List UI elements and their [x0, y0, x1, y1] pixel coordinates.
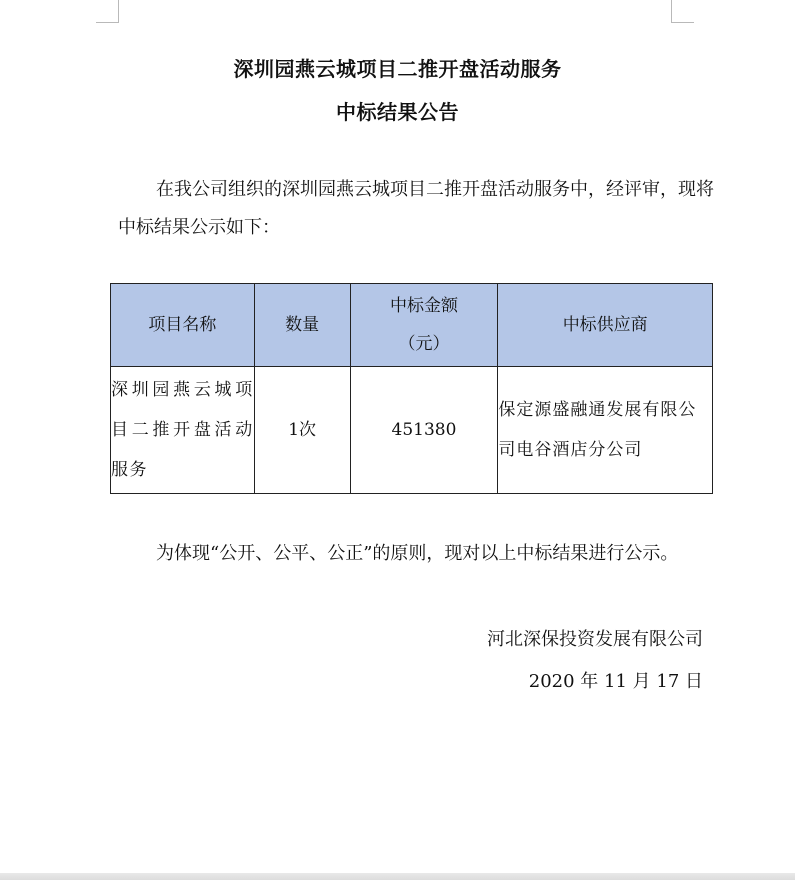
table-header-row — [111, 284, 713, 367]
header-supplier: 中标供应商 — [498, 284, 713, 367]
table-row — [111, 367, 713, 494]
header-amount-label: 中标金额 — [389, 296, 458, 316]
bid-result-table — [110, 283, 713, 494]
intro-paragraph: 在我公司组织的深圳园燕云城项目二推开盘活动服务中，经评审，现将中标结果公示如下： — [118, 179, 714, 238]
crop-mark-top-right — [671, 0, 694, 23]
signature-company: 河北深保投资发展有限公司 — [487, 629, 703, 650]
header-amount — [350, 284, 498, 367]
header-project-name: 项目名称 — [111, 284, 255, 367]
document-subtitle: 中标结果公告 — [336, 100, 459, 124]
closing-paragraph: 为体现“公开、公平、公正”的原则，现对以上中标结果进行公示。 — [156, 543, 679, 564]
cell-quantity: 1次 — [254, 367, 350, 494]
page-bottom-edge — [0, 873, 795, 880]
cell-amount: 451380 — [350, 367, 498, 494]
cell-project-name: 深圳园燕云城项目二推开盘活动服务 — [111, 367, 255, 494]
header-quantity: 数量 — [254, 284, 350, 367]
document-title: 深圳园燕云城项目二推开盘活动服务 — [233, 57, 562, 81]
signature-date: 2020 年 11 月 17 日 — [528, 671, 703, 692]
header-amount-unit: （元） — [398, 334, 450, 354]
crop-mark-top-left — [96, 0, 119, 23]
cell-supplier: 保定源盛融通发展有限公司电谷酒店分公司 — [498, 367, 713, 494]
